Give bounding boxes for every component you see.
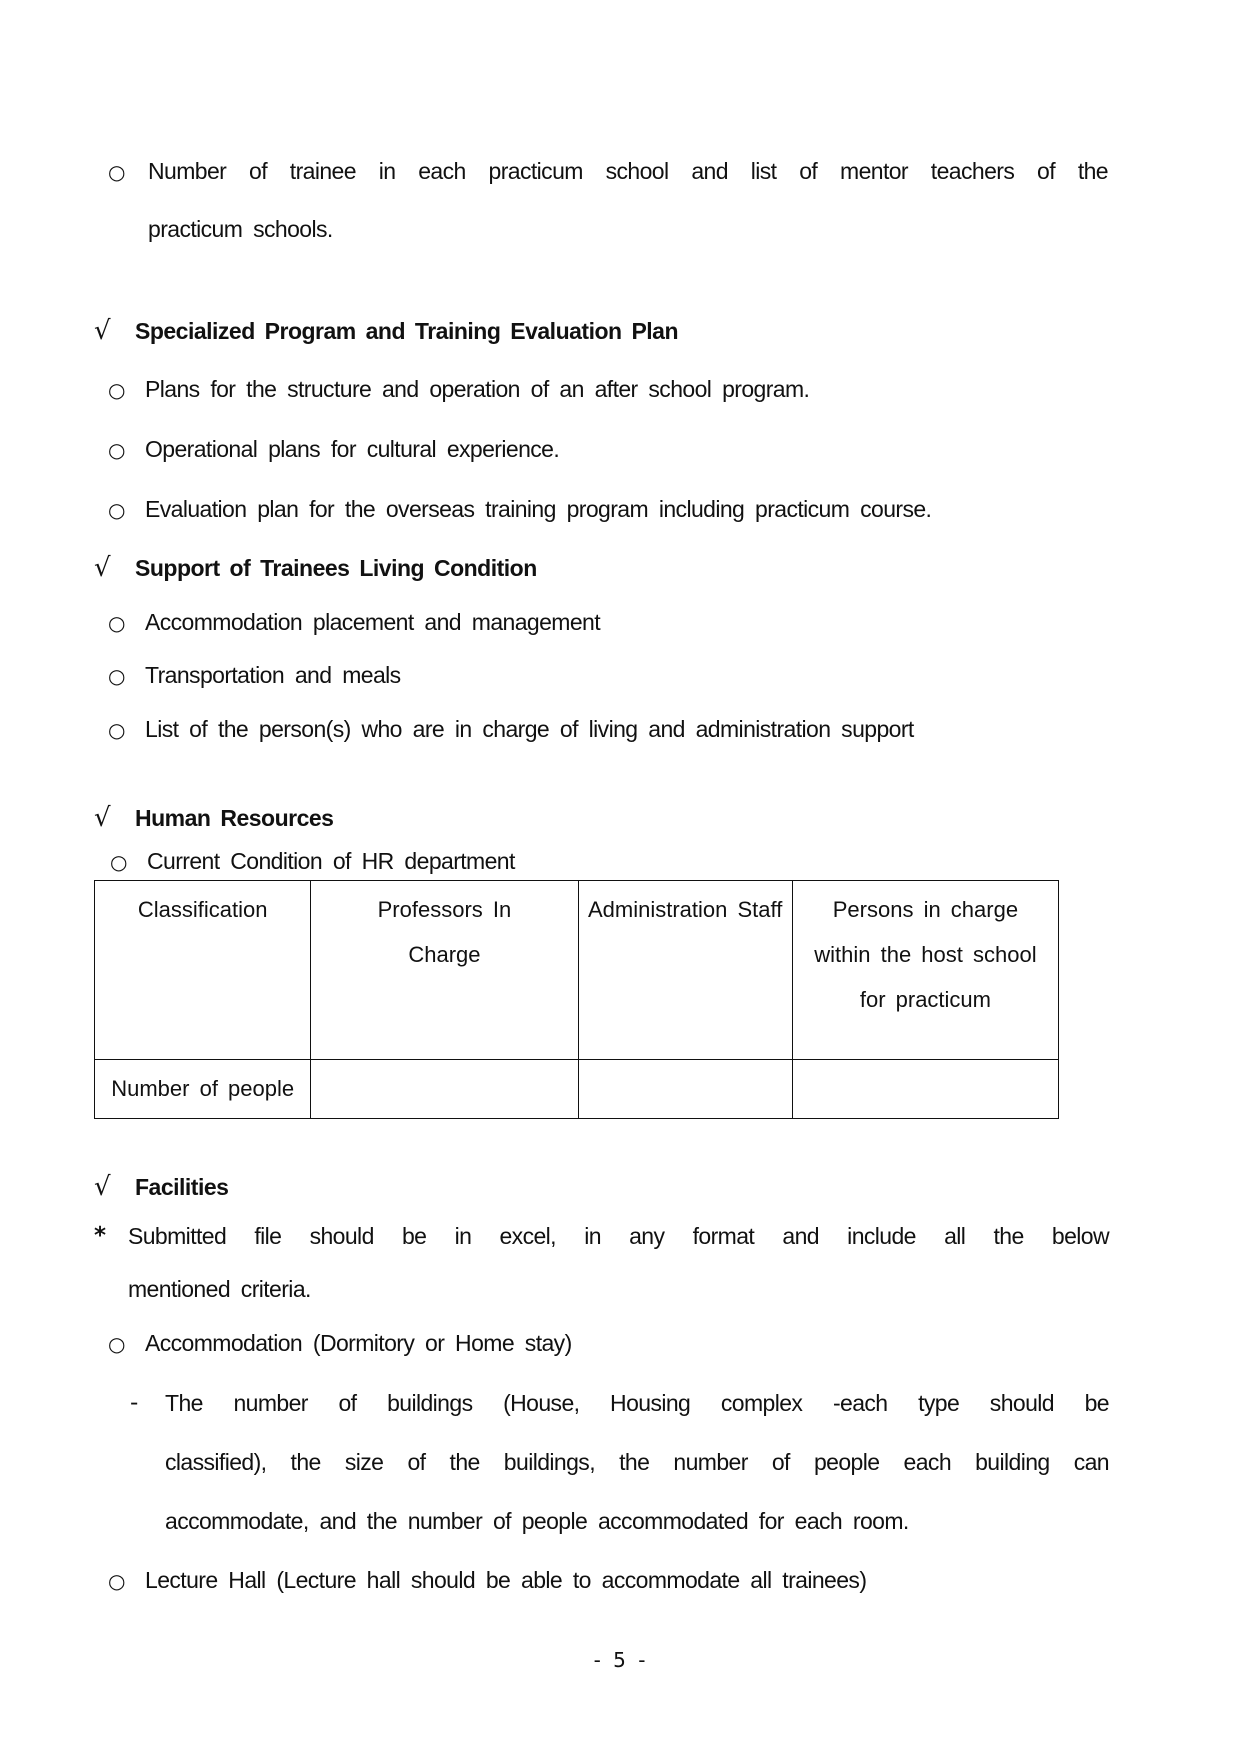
check-mark-icon: √ [94, 803, 111, 833]
dash-mark: - [130, 1390, 139, 1416]
check-mark-icon: √ [94, 1172, 111, 1202]
table-header-cell: Professors In Charge [311, 881, 578, 1060]
bullet-icon: ○ [108, 664, 126, 688]
bullet-icon: ○ [108, 718, 126, 742]
section-title-facilities: Facilities [135, 1174, 229, 1200]
table-header-row [95, 881, 1059, 1060]
bullet-icon: ○ [108, 611, 126, 635]
list-item: Plans for the structure and operation of an after school program. [145, 376, 810, 402]
accommodation-detail-line1: The number of buildings (House, Housing complex -each type should be [165, 1390, 1109, 1416]
intro-text-line1: Number of trainee in each practicum school and list of mentor teachers of the [148, 158, 1108, 184]
bullet-icon: ○ [108, 1569, 126, 1593]
accommodation-detail-line2: classified), the size of the buildings, the number of people each building can [165, 1449, 1109, 1475]
list-item: List of the person(s) who are in charge of living and administration support [145, 716, 914, 742]
table-header-cell: Administration Staff [578, 881, 792, 1060]
table-header-cell: Classification [95, 881, 311, 1060]
accommodation-detail-line3: accommodate, and the number of people accommodated for each room. [165, 1508, 909, 1534]
bullet-icon: ○ [108, 378, 126, 402]
bullet-icon: ○ [108, 498, 126, 522]
table-header-cell: Persons in charge within the host school for practicum [792, 881, 1058, 1060]
table-cell [311, 1060, 578, 1119]
intro-text-line2: practicum schools. [148, 216, 333, 242]
section-title-specialized-program: Specialized Program and Training Evaluation Plan [135, 318, 679, 344]
list-item: Lecture Hall (Lecture hall should be able to accommodate all trainees) [145, 1567, 867, 1593]
bullet-icon: ○ [110, 850, 128, 874]
list-item: Transportation and meals [145, 662, 401, 688]
hr-condition-table [94, 880, 1059, 1119]
list-item: Accommodation placement and management [145, 609, 601, 635]
asterisk-note-mark: * [94, 1223, 107, 1249]
bullet-icon: ○ [108, 438, 126, 462]
list-item: Operational plans for cultural experience. [145, 436, 560, 462]
page-number: - 5 - [593, 1648, 649, 1672]
list-item: Accommodation (Dormitory or Home stay) [145, 1330, 572, 1356]
bullet-icon: ○ [108, 160, 126, 184]
section-title-human-resources: Human Resources [135, 805, 334, 831]
facilities-note-line2: mentioned criteria. [128, 1276, 311, 1302]
list-item: Current Condition of HR department [147, 848, 515, 874]
table-cell: Number of people [95, 1060, 311, 1119]
check-mark-icon: √ [94, 553, 111, 583]
facilities-note-line1: Submitted file should be in excel, in any format and include all the below [128, 1223, 1109, 1249]
list-item: Evaluation plan for the overseas training program including practicum course. [145, 496, 932, 522]
check-mark-icon: √ [94, 316, 111, 346]
bullet-icon: ○ [108, 1332, 126, 1356]
table-cell [578, 1060, 792, 1119]
table-row [95, 1060, 1059, 1119]
section-title-living-condition: Support of Trainees Living Condition [135, 555, 537, 581]
table-cell [792, 1060, 1058, 1119]
